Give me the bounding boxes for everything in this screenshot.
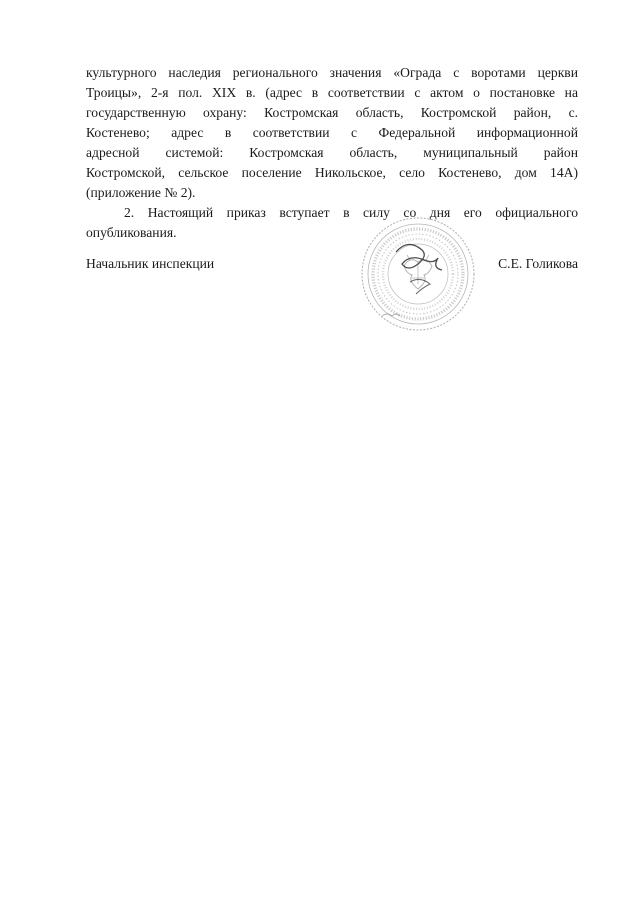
text-line: Троицы», 2-я пол. XIX в. (адрес в соответствии с актом о постановке на (86, 85, 578, 100)
text-line: культурного наследия регионального значения «Ограда с воротами церкви (86, 65, 578, 80)
text-line: адресной системой: Костромская область, муниципальный район (86, 145, 578, 160)
text-line: государственную охрану: Костромская область, Костромской район, с. (86, 105, 578, 120)
paragraph-1 (86, 63, 578, 203)
text-line: (приложение № 2). (86, 185, 196, 200)
text-line: опубликования. (86, 225, 177, 240)
text-line: Костромской, сельское поселение Никольское, село Костенево, дом 14А) (86, 165, 578, 180)
signature-block (86, 254, 578, 274)
text-line: 2. Настоящий приказ вступает в силу со дня его официального (124, 205, 578, 220)
text-line: Костенево; адрес в соответствии с Федеральной информационной (86, 125, 578, 140)
document-body (86, 63, 578, 243)
signatory-name: С.Е. Голикова (498, 256, 578, 271)
signatory-position: Начальник инспекции (86, 256, 215, 271)
paragraph-2 (86, 203, 578, 243)
